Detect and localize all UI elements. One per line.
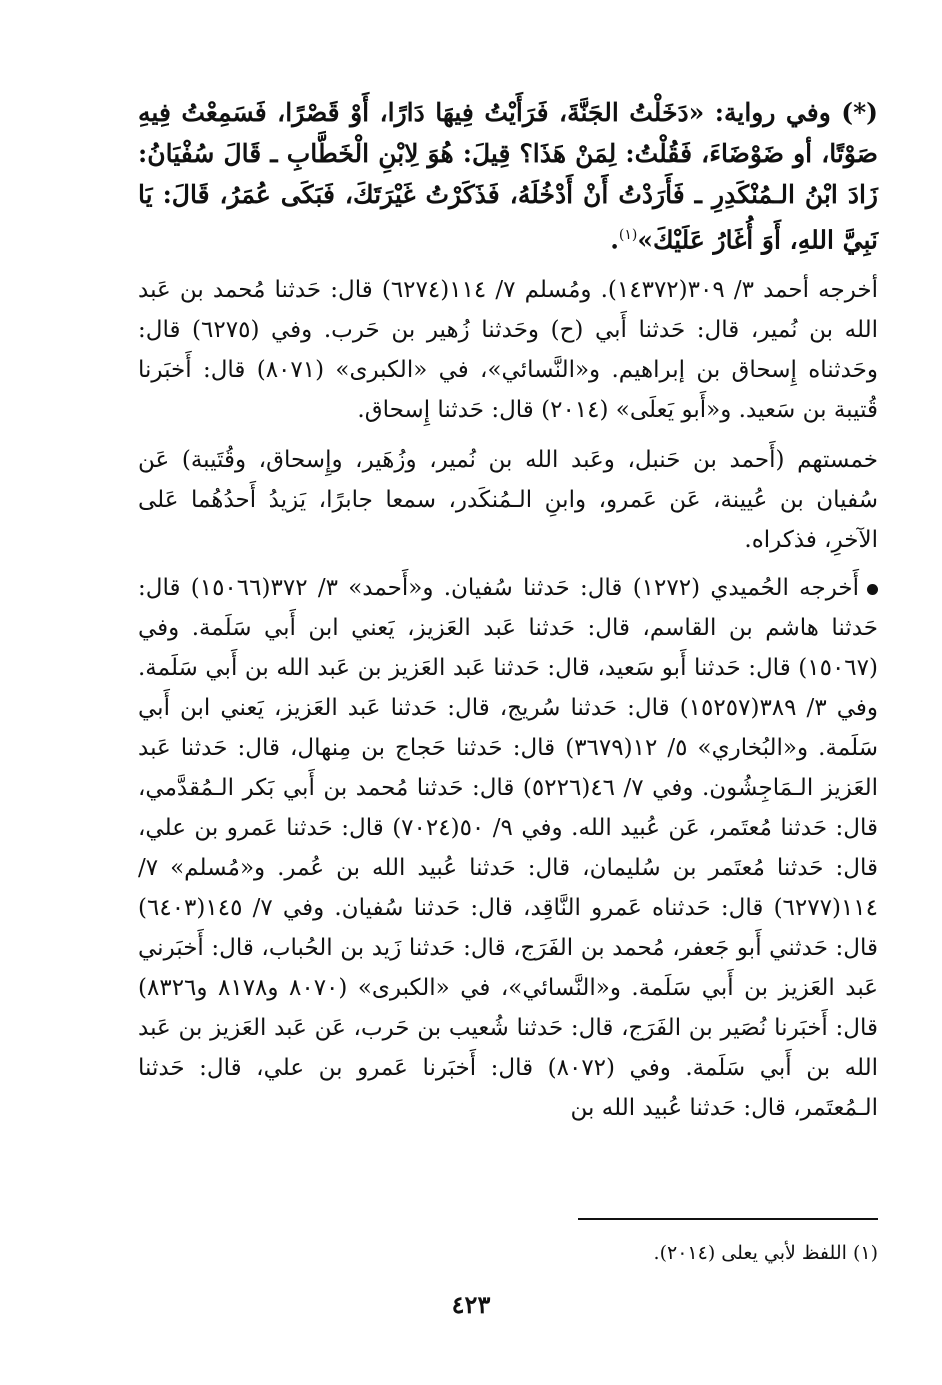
hadith-paragraph bbox=[138, 92, 878, 260]
bullet-icon bbox=[867, 584, 878, 595]
hadith-end: . bbox=[610, 225, 619, 255]
footnote-marker[interactable]: (١) bbox=[618, 227, 638, 243]
takhrij-2-text: أَخرجه الحُميدي (١٢٧٢) قال: حَدثنا سُفيان. و«أَحمد» ٣/ ٣٧٢(١٥٠٦٦) قال: حَدثنا هاشم بن القاسم، قال: حَدثنا عَبد العَزيز، يَعني ابن أَبي سَلَمة. وفي (١٥٠٦٧) قال: حَدثنا أَبو سَعيد، قال: حَدثنا عَبد العَزيز بن عَبد الله بن أَبي سَلَمة. وفي ٣/ ٣٨٩(١٥٢٥٧) قال: حَدثنا سُريج، قال: حَدثنا عَبد العَزيز، يَعني ابن أَبي سَلَمة. و«البُخاري» ٥/ ١٢(٣٦٧٩) قال: حَدثنا حَجاج بن مِنهال، قال: حَدثنا عَبد العَزيز الـمَاجِشُون. وفي ٧/ ٤٦(٥٢٢٦) قال: حَدثنا مُحمد بن أَبي بَكر الـمُقدَّمي، قال: حَدثنا مُعتَمر، عَن عُبيد الله. وفي ٩/ ٥٠(٧٠٢٤) قال: حَدثنا عَمرو بن علي، قال: حَدثنا مُعتَمر بن سُليمان، قال: حَدثنا عُبيد الله بن عُمر. و«مُسلم» ٧/ ١١٤(٦٢٧٧) قال: حَدثناه عَمرو النَّاقِد، قال: حَدثنا سُفيان. وفي ٧/ ١٤٥(٦٤٠٣) قال: حَدثني أَبو جَعفر، مُحمد بن الفَرَج، قال: حَدثنا زَيد بن الحُباب، قال: أَخبَرني عَبد العَزيز بن أَبي سَلَمة. و«النَّسائي»، في «الكبرى» (٨٠٧٠ و٨١٧٨ و٨٣٢٦) قال: أَخبَرنا نُصَير بن الفَرَج، قال: حَدثنا شُعيب بن حَرب، عَن عَبد العَزيز بن عَبد الله بن أَبي سَلَمة. وفي (٨٠٧٢) قال: أَخبَرنا عَمرو بن علي، قال: حَدثنا الـمُعتَمر، قال: حَدثنا عُبيد الله بن bbox=[138, 575, 879, 1122]
takhrij-paragraph-2 bbox=[138, 568, 878, 1128]
hadith-text: (*) وفي رواية: «دَخَلْتُ الجَنَّةَ، فَرَأَيْتُ فِيهَا دَارًا، أَوْ قَصْرًا، فَسَمِعْتُ فِيهِ صَوْتًا، أو ضَوْضَاءَ، فَقُلْتُ: لِمَنْ هَذَا؟ قِيلَ: هُوَ لِابْنِ الْخَطَّابِ ـ قَالَ سُفْيَانُ: زَادَ ابْنُ الـمُنْكَدِرِ ـ فَأَرَدْتُ أَنْ أَدْخُلَهُ، فَذَكَرْتُ غَيْرَتَكَ، فَبَكَى عُمَرُ، قَالَ: يَا نَبِيَّ اللهِ، أَوَ أُغَارُ عَلَيْكَ» bbox=[138, 98, 878, 255]
footnote-divider bbox=[578, 1218, 878, 1220]
page-body bbox=[138, 92, 878, 1342]
page-number: ٤٢٣ bbox=[451, 1290, 491, 1319]
footnote: (١) اللفظ لأبي يعلى (٢٠١٤). bbox=[653, 1242, 878, 1264]
summary-paragraph: خمستهم (أَحمد بن حَنبل، وعَبد الله بن نُمير، وزُهَير، وإِسحاق، وقُتَيبة) عَن سُفيان بن عُيينة، عَن عَمرو، وابنِ الـمُنكَدر، سمعا جابرًا، يَزيدُ أَحدُهُما عَلى الآخرِ، فذكراه. bbox=[138, 447, 878, 554]
takhrij-paragraph-1: أخرجه أحمد ٣/ ٣٠٩(١٤٣٧٢). ومُسلم ٧/ ١١٤(٦٢٧٤) قال: حَدثنا مُحمد بن عَبد الله بن نُمير، قال: حَدثنا أَبي (ح) وحَدثنا زُهير بن حَرب. وفي (٦٢٧٥) قال: وحَدثناه إِسحاق بن إبراهيم. و«النَّسائي»، في «الكبرى» (٨٠٧١) قال: أَخبَرنا قُتيبة بن سَعيد. و«أَبو يَعلَى» (٢٠١٤) قال: حَدثنا إِسحاق. bbox=[138, 277, 878, 424]
